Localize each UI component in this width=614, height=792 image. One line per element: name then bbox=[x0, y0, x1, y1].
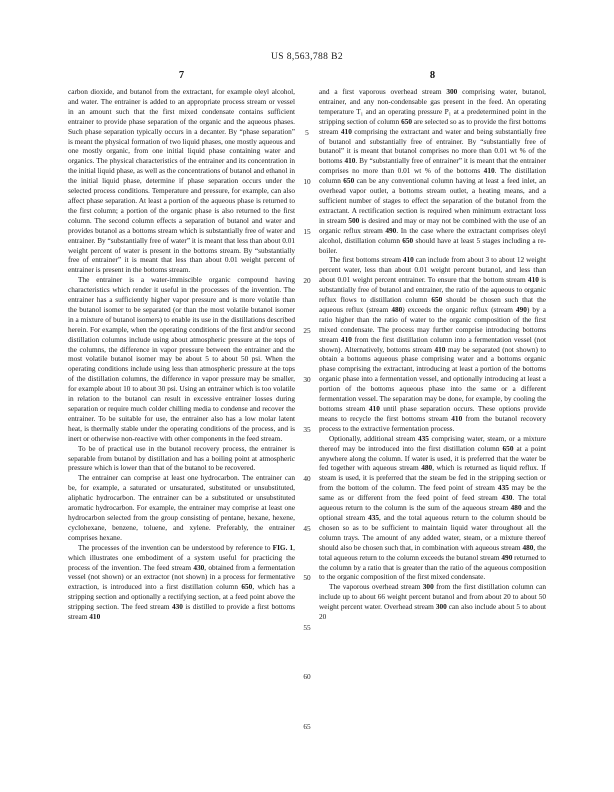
line-number-gutter bbox=[295, 87, 319, 763]
paragraph: carbon dioxide, and butanol from the extractant, for example oleyl alcohol, and water. The entrainer is added to an appropriate process stream or vessel in an amount such that the first mixed condensate contains sufficient entrainer to provide phase separation of the organic and the aqueous phases. Such phase separation typically occurs in a decanter. By “phase separation” is meant the physical formation of two liquid phases, one mostly aqueous and one mostly organic, from one initial liquid phase containing water and organics. The physical characteristics of the entrainer and its concentration in the initial liquid phase, as well as the concentrations of butanol and ethanol in the initial liquid phase, determine if phase separation occurs under the selected process conditions. Temperature and pressure, for example, can also affect phase separation. At least a portion of the aqueous phase is returned to the first column; a portion of the organic phase is also returned to the first column. The second column effects a separation of butanol and water and provides butanol as a bottoms stream which is substantially free of water and entrainer. By “substantially free of water” it is meant that less than about 0.01 weight percent of water is present in the bottoms stream. By “substantially free of entrainer” it is meant that less than about 0.01 weight percent of entrainer is present in the bottoms stream. bbox=[68, 87, 295, 275]
line-number: 5 bbox=[305, 127, 309, 137]
paragraph: and a first vaporous overhead stream 300 comprising water, butanol, entrainer, and any non-condensable gas present in the feed. An operating temperature T₁ and an operating pressure P₁ at a predetermined point in the stripping section of column 650 are selected so as to provide the first bottoms stream 410 comprising the extractant and water and being substantially free of butanol and substantially free of entrainer. By “substantially free of butanol” it is meant that butanol comprises no more than 0.01 wt % of the bottoms 410. By “substantially free of entrainer” it is meant that the entrainer comprises no more than 0.01 wt % of the bottoms 410. The distillation column 650 can be any conventional column having at least a feed inlet, an overhead vapor outlet, a bottoms stream outlet, a heating means, and a sufficient number of stages to effect the separation of the butanol from the extractant. A rectification section is required when minimum extractant loss in stream 500 is desired and may or may not be combined with the use of an organic reflux stream 490. In the case where the extractant comprises oleyl alcohol, distillation column 650 should have at least 5 stages including a re-boiler. bbox=[319, 87, 546, 255]
line-number: 50 bbox=[303, 573, 311, 582]
paragraph: The entrainer is a water-immiscible organic compound having characteristics which render it useful in the processes of the invention. The entrainer has a sufficiently higher vapor pressure and is more volatile than the butanol isomer to be separated (or than the most volatile butanol isomer in a mixture of butanol isomers) to enable its use in the distillations described herein. For example, when the operating conditions of the first and/or second distillation columns include using about atmospheric pressure at the tops of the columns, the difference in vapor pressure between the entrainer and the most volatile butanol isomer may be about 5 to about 50 psi. When the operating conditions include using less than atmospheric pressure at the tops of the distillation columns, the difference in vapor pressure may be smaller, for example about 10 to about 30 psi. Using an entrainer which is too volatile in relation to the butanol can result in excessive entrainer losses during separation or require much colder chilling media to condense and recover the entrainer. To be suitable for use, the entrainer also has a low molar latent heat, is thermally stable under the operating conditions of the process, and is inert or otherwise non-reactive with other components in the feed stream. bbox=[68, 275, 295, 443]
line-number: 40 bbox=[303, 474, 311, 483]
line-number: 15 bbox=[303, 226, 311, 236]
line-number: 25 bbox=[303, 325, 311, 335]
page-body bbox=[0, 87, 614, 763]
right-column-number: 8 bbox=[429, 70, 436, 81]
line-number: 35 bbox=[303, 424, 311, 434]
paragraph: The vaporous overhead stream 300 from the first distillation column can include up to about 66 weight percent butanol and from about 20 to about 50 weight percent water. Overhead stream 300 can also include about 5 to about 20 bbox=[319, 582, 546, 622]
line-number: 55 bbox=[303, 622, 311, 632]
line-number: 45 bbox=[303, 523, 311, 533]
right-text-column bbox=[319, 87, 546, 763]
left-column-number: 7 bbox=[178, 70, 185, 81]
line-number: 65 bbox=[303, 721, 311, 731]
patent-number-header: US 8,563,788 B2 bbox=[271, 52, 343, 62]
paragraph: To be of practical use in the butanol recovery process, the entrainer is separable from butanol by distillation and has a boiling point at atmospheric pressure which is lower than that of the butanol to be recovered. bbox=[68, 443, 295, 473]
paragraph: Optionally, additional stream 435 comprising water, steam, or a mixture thereof may be introduced into the first distillation column 650 at a point anywhere along the column. If water is used, it is preferred that the water be fed together with aqueous stream 480, which is returned as liquid reflux. If steam is used, it is preferred that the steam be fed in the stripping section or from the bottom of the column. The feed point of stream 435 may be the same as or different from the feed point of feed stream 430. The total aqueous return to the column is the sum of the aqueous stream 480 and the optional stream 435, and the total aqueous return to the column should be chosen so as to be sufficient to maintain liquid water throughout all the column trays. The amount of any added water, steam, or a mixture thereof should also be chosen such that, in combination with aqueous stream 480, the total aqueous return to the column exceeds the butanol stream 490 returned to the column by a ratio that is greater than the ratio of the aqueous composition to the organic composition of the first mixed condensate. bbox=[319, 433, 546, 582]
column-number-gutter-spacer bbox=[295, 70, 319, 81]
column-number-row bbox=[0, 70, 614, 81]
line-number: 10 bbox=[303, 177, 311, 186]
line-number: 20 bbox=[303, 276, 311, 285]
line-number: 60 bbox=[303, 672, 311, 681]
line-number: 30 bbox=[303, 375, 311, 384]
paragraph: The first bottoms stream 410 can include from about 3 to about 12 weight percent water, less than about 0.01 weight percent butanol, and less than about 0.01 weight percent entrainer. To ensure that the bottom stream 410 is substantially free of butanol and entrainer, the ratio of the aqueous to organic reflux flows to distillation column 650 should be chosen such that the aqueous reflux (stream 480) exceeds the organic reflux (stream 490) by a ratio higher than the ratio of water to the organic composition of the first mixed condensate. The process may further comprise introducing bottoms stream 410 from the first distillation column into a fermentation vessel (not shown). Alternatively, bottoms stream 410 may be separated (not shown) to obtain a bottoms aqueous phase comprising water and a bottoms organic phase comprising the extractant, introducing at least a portion of the bottoms organic phase into a fermentation vessel, and optionally introducing at least a portion of the bottoms aqueous phase into the same or a different fermentation vessel. The separation may be done, for example, by cooling the bottoms stream 410 until phase separation occurs. These options provide means to recycle the first bottoms stream 410 from the butanol recovery process to the extractive fermentation process. bbox=[319, 255, 546, 433]
paragraph: The entrainer can comprise at least one hydrocarbon. The entrainer can be, for example, a saturated or unsaturated, substituted or unsubstituted, aliphatic hydrocarbon. The entrainer can be a substituted or unsubstituted aromatic hydrocarbon. For example, the entrainer may comprise at least one hydrocarbon selected from the group consisting of pentane, hexane, hexene, cyclohexane, benzene, toluene, and xylene. Preferably, the entrainer comprises hexane. bbox=[68, 473, 295, 542]
paragraph: The processes of the invention can be understood by reference to FIG. 1, which illustrates one embodiment of a system useful for practicing the process of the invention. The feed stream 430, obtained from a fermentation vessel (not shown) or an extractor (not shown) in a process for fermentative extraction, is introduced into a first distillation column 650, which has a stripping section and optionally a rectifying section, at a feed point above the stripping section. The feed stream 430 is distilled to provide a first bottoms stream 410 bbox=[68, 542, 295, 622]
left-text-column bbox=[68, 87, 295, 763]
